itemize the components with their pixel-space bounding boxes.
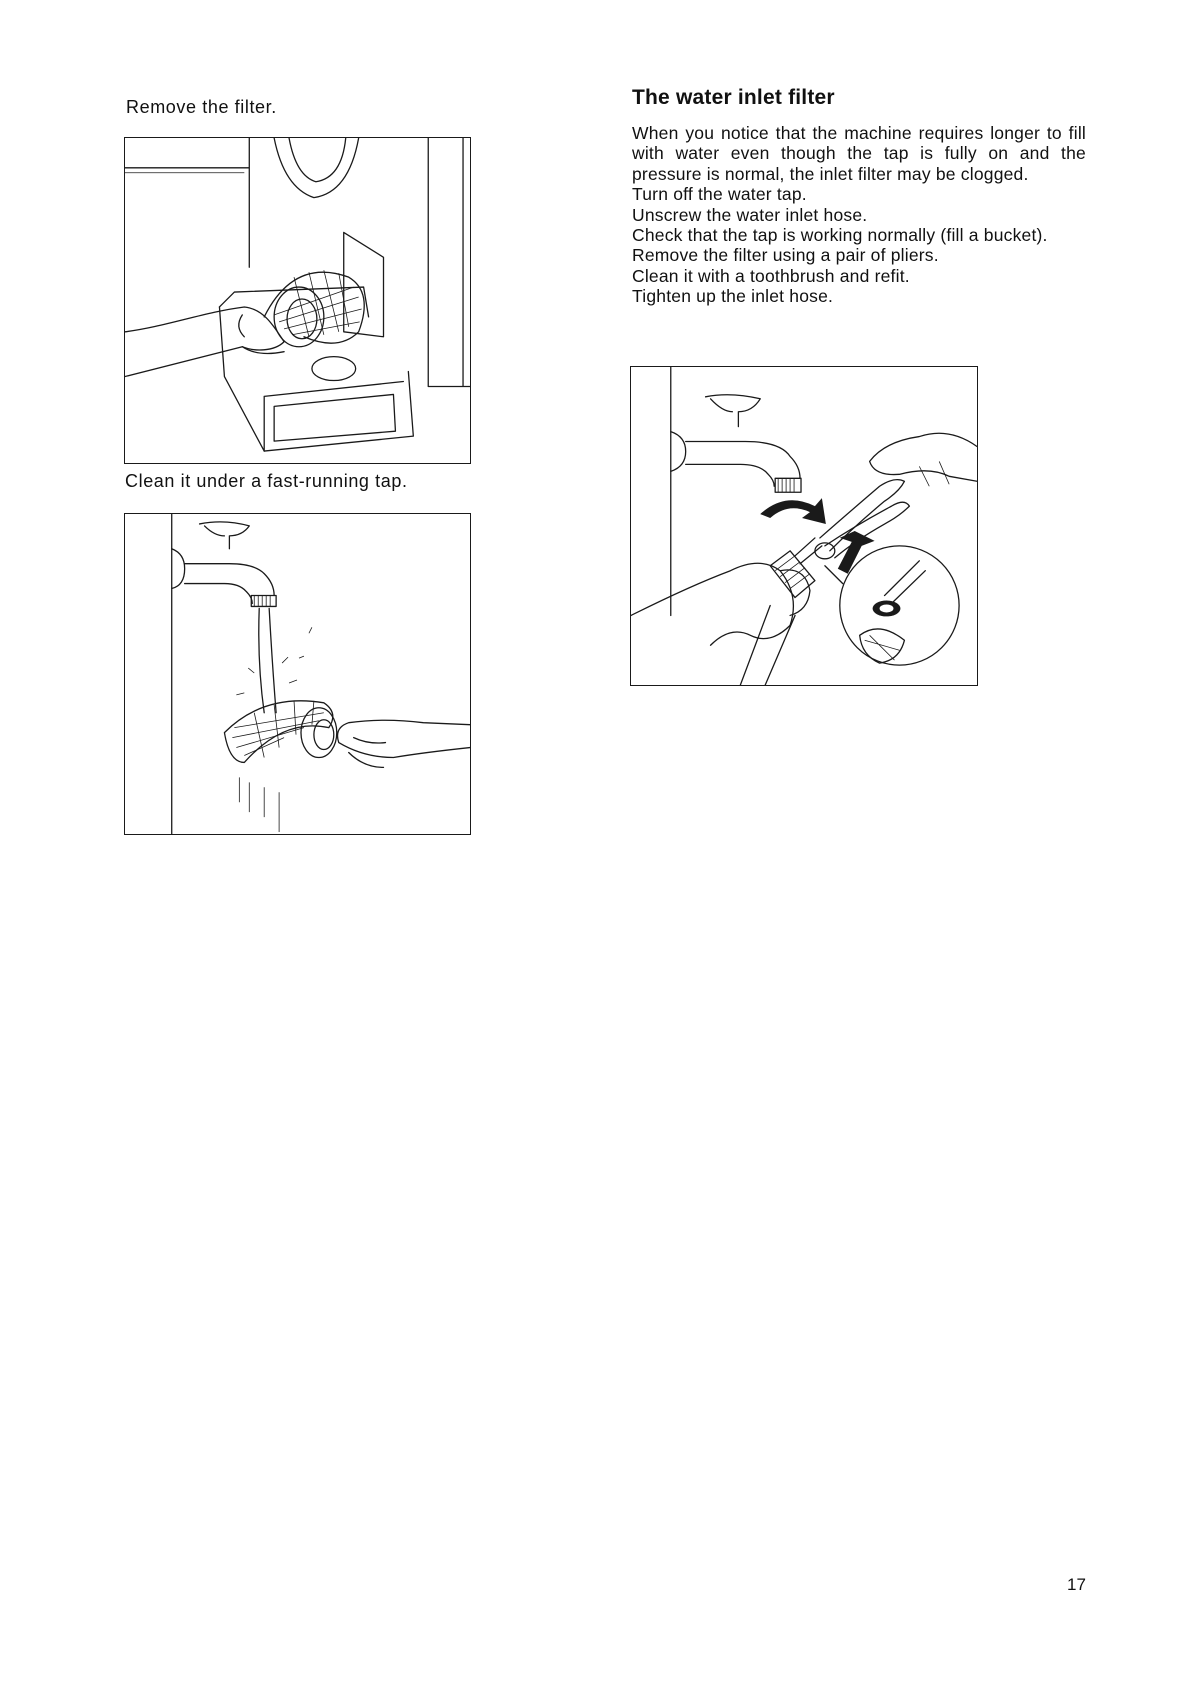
instructions-text (632, 123, 1086, 307)
step-unscrew-hose: Unscrew the water inlet hose. (632, 204, 868, 225)
caption-clean-under-tap: Clean it under a fast-running tap. (125, 471, 408, 491)
intro-paragraph: When you notice that the machine requires longer to fill with water even though the tap is fully on and the pressure is normal, the inlet filter may be clogged. (632, 123, 1086, 184)
illustration-remove-filter-pliers (630, 366, 978, 686)
illustration-rinse-filter (124, 513, 471, 835)
caption-remove-filter: Remove the filter. (126, 97, 277, 117)
step-clean-refit: Clean it with a toothbrush and refit. (632, 265, 910, 286)
step-turn-off-tap: Turn off the water tap. (632, 184, 807, 205)
illustration-remove-filter (124, 137, 471, 464)
step-tighten-hose: Tighten up the inlet hose. (632, 286, 834, 307)
page-number: 17 (1067, 1575, 1086, 1594)
step-check-tap: Check that the tap is working normally (fill a bucket). (632, 225, 1048, 246)
step-remove-filter: Remove the filter using a pair of pliers. (632, 245, 939, 266)
section-title: The water inlet filter (632, 86, 835, 109)
